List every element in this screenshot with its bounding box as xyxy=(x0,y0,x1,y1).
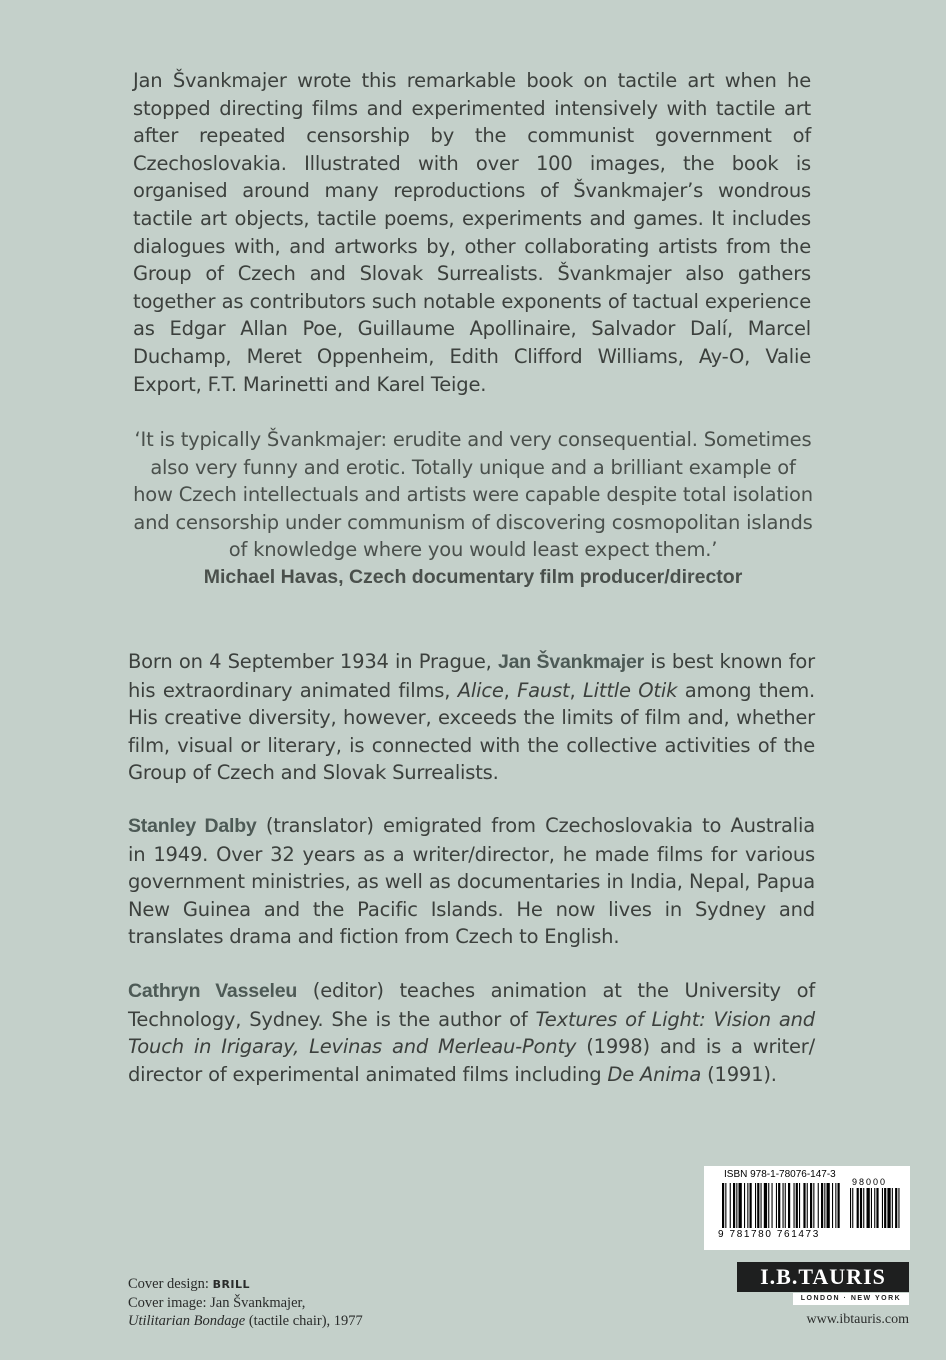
cover-credits xyxy=(128,1275,363,1330)
barcode-addon-bar xyxy=(895,1188,897,1228)
quote-attribution: Michael Havas, Czech documentary film producer/director xyxy=(203,566,743,588)
isbn-label: ISBN 978-1-78076-147-3 xyxy=(724,1169,836,1180)
credit-label: Cover design: xyxy=(128,1276,213,1292)
cover-design-credit xyxy=(128,1275,363,1294)
barcode-bar xyxy=(803,1183,805,1228)
barcode-bar xyxy=(796,1183,798,1228)
barcode-bar xyxy=(757,1183,759,1228)
barcode-bar xyxy=(761,1183,762,1228)
barcode-bar xyxy=(824,1183,825,1228)
artwork-title: Utilitarian Bondage xyxy=(128,1313,246,1329)
barcode-digits: 9 781780 761473 xyxy=(718,1229,820,1240)
editor-bio xyxy=(128,977,815,1088)
barcode-addon-bar xyxy=(863,1188,864,1228)
barcode-bar xyxy=(725,1183,726,1228)
barcode-bar xyxy=(744,1183,745,1228)
barcode-addon-bar xyxy=(876,1188,878,1228)
barcode-addon-digits: 98000 xyxy=(852,1177,888,1187)
author-bio xyxy=(128,648,815,787)
barcode-bar xyxy=(818,1183,819,1228)
barcode-bar xyxy=(778,1183,780,1228)
barcode-bar xyxy=(764,1183,767,1228)
barcode-addon-bar xyxy=(882,1188,883,1228)
film-title: De Anima xyxy=(607,1062,702,1086)
bio-text: among them. His creative diversity, however, exceeds the limits of film and, whether film, visual or literary, is connected with the collective activities of the Group of Czech and Slovak Surrealists. xyxy=(128,678,816,785)
author-name: Jan Švankmajer xyxy=(498,651,645,673)
bio-text: , xyxy=(569,678,583,702)
translator-name: Stanley Dalby xyxy=(128,815,257,837)
design-brand: BRILL xyxy=(212,1278,251,1291)
barcode-bar xyxy=(838,1183,840,1228)
isbn-barcode xyxy=(704,1166,910,1250)
review-quote: ‘It is typically Švankmajer: erudite and very consequential. Sometimes also very funny and erotic. Totally unique and a brilliant example of how Czech intellectuals and artists were capable despite total isolation and censorship under communism of discovering cosmopolitan islands of knowledge where you would least expect them.’ xyxy=(133,428,813,562)
publisher-logo xyxy=(737,1262,909,1304)
barcode-bar xyxy=(733,1183,735,1228)
bio-text: , xyxy=(503,678,518,702)
barcode-addon-bar xyxy=(871,1188,872,1228)
blurb-summary: Jan Švankmajer wrote this remarkable book on tactile art when he stopped directing films and experimented intensively with tactile art after repeated censorship by the communist government of Czechoslovakia. Illustrated with over 100 images, the book is organised around many reproductions of Švankmajer’s wondrous tactile art objects, tactile poems, experiments and games. It includes dialogues with, and artworks by, other collaborating artists from the Group of Czech and Slovak Surrealists. Švankmajer also gathers together as contributors such notable exponents of tactual experience as Edgar Allan Poe, Guillaume Apollinaire, Salvador Dalí, Marcel Duchamp, Meret Oppenheim, Edith Clifford Williams, Ay-O, Valie Export, F.T. Marinetti and Karel Teige. xyxy=(133,69,811,396)
bio-text: (1991). xyxy=(701,1062,777,1086)
barcode-bar xyxy=(768,1183,769,1228)
barcode-bar xyxy=(785,1183,786,1228)
barcode-bar xyxy=(813,1183,814,1228)
barcode-bar xyxy=(835,1183,836,1228)
barcode-bar xyxy=(750,1183,752,1228)
barcode-bar xyxy=(821,1183,823,1228)
bio-text: (editor) teaches animation at the University of Technology, Sydney. She is the author of xyxy=(128,979,815,1031)
film-title: Alice xyxy=(457,678,504,702)
barcode-bar xyxy=(755,1183,756,1228)
publisher-website[interactable]: www.ibtauris.com xyxy=(806,1312,909,1327)
barcode-bar xyxy=(736,1183,737,1228)
film-title: Little Otik xyxy=(583,678,678,702)
barcode-bar xyxy=(799,1183,800,1228)
barcode-bar xyxy=(788,1183,790,1228)
barcode-addon-bar xyxy=(892,1188,893,1228)
barcode-addon-bar xyxy=(887,1188,890,1228)
barcode-bar xyxy=(776,1183,777,1228)
bio-text: is best known for his extraordinary animated films, xyxy=(128,650,815,702)
barcode-addon-bar xyxy=(850,1188,851,1228)
cover-image-title-line xyxy=(128,1312,363,1330)
editor-name: Cathryn Vasseleu xyxy=(128,980,298,1002)
bio-text: (translator) emigrated from Czechoslovakia to Australia in 1949. Over 32 years as a writer/director, he made films for various government ministries, as well as documentaries in India, Nepal, Papua New Guinea and the Pacific Islands. He now lives in Sydney and translates drama and fiction from Czech to English. xyxy=(128,814,815,949)
bio-text: (1998) and is a writer/ director of experimental animated films including xyxy=(128,1035,815,1086)
barcode-bar xyxy=(747,1183,748,1228)
book-title: Textures of Light: Vision and Touch in Irigaray, Levinas and Merleau-Ponty xyxy=(128,1007,815,1059)
barcode-addon-bar xyxy=(874,1188,875,1228)
barcode-bar xyxy=(772,1183,773,1228)
barcode-addon-bar xyxy=(860,1188,862,1228)
barcode-bar xyxy=(794,1183,795,1228)
barcode-addon-bar xyxy=(857,1188,859,1228)
translator-bio xyxy=(128,812,815,951)
barcode-bar xyxy=(722,1183,724,1228)
barcode-addon-bar xyxy=(867,1188,870,1228)
barcode-bar xyxy=(832,1183,833,1228)
barcode-bar xyxy=(827,1183,830,1228)
artwork-detail: (tactile chair), 1977 xyxy=(245,1313,363,1329)
publisher-cities: LONDON · NEW YORK xyxy=(793,1293,909,1305)
barcode-bar xyxy=(807,1183,808,1228)
barcode-bar xyxy=(810,1183,812,1228)
barcode-addon-bar xyxy=(884,1188,886,1228)
cover-image-credit: Cover image: Jan Švankmajer, xyxy=(128,1295,306,1311)
bio-text: Born on 4 September 1934 in Prague, xyxy=(128,650,498,673)
barcode-bar xyxy=(739,1183,742,1228)
barcode-bar xyxy=(783,1183,784,1228)
barcode-addon-bar xyxy=(898,1188,899,1228)
publisher-name: I.B.TAURIS xyxy=(737,1262,909,1292)
film-title: Faust xyxy=(517,678,570,702)
barcode-bar xyxy=(730,1183,731,1228)
barcode-addon-bar xyxy=(852,1188,853,1228)
